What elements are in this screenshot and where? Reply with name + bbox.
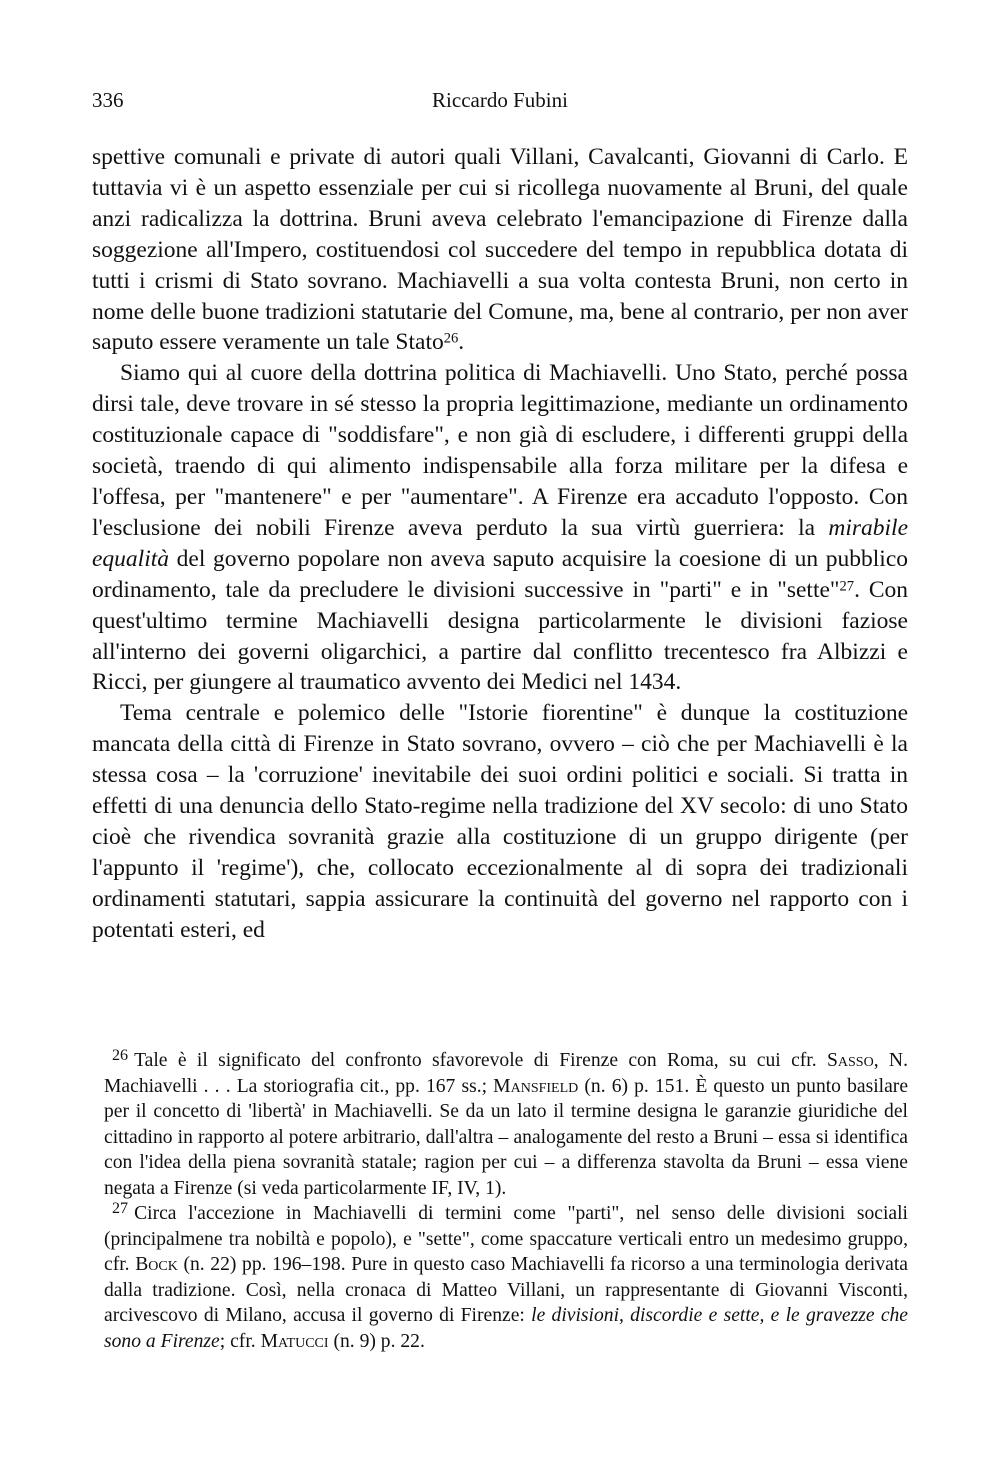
footnote-27 xyxy=(104,1201,908,1354)
footnote-text: (n. 6) p. 151. È questo un punto basilare per il concetto di 'libertà' in Machiavelli. Se da un lato il termine designa le garanzie giuridiche del cittadino in rapporto al potere arbitrario, dall'altra – analogamente del resto a Bruni – essa si identifica con l'idea della piena sovranità statale; ragion per cui – a differenza stavolta da Bruni – essa viene negata a Firenze (si veda particolarmente IF, IV, 1). xyxy=(104,1075,909,1199)
author-name: Sasso xyxy=(826,1050,874,1071)
footnote-26 xyxy=(104,1048,908,1201)
footnotes xyxy=(104,1048,908,1354)
author-name: Matucci xyxy=(260,1330,329,1352)
footnote-text: (n. 22) pp. 196–198. Pure in questo caso Machiavelli fa ricorso a una terminologia derivata dalla tradizione. Così, nella cronaca di Matteo Villani, un rappresentante di Giovanni Visconti, arcivescovo di Milano, accusa il governo di Firenze: xyxy=(104,1254,908,1326)
italic-quotation: le divisioni, discordie e sette, e le gravezze che sono a Firenze xyxy=(104,1305,909,1352)
paragraph-text: . Con quest'ultimo termine Machiavelli designa particolarmente le divisioni faziose all'interno dei governi oligarchici, a partire dal conflitto trecentesco fra Albizzi e Ricci, per giungere al traumatico avvento dei Medici nel 1434. xyxy=(92,576,908,696)
footnote-mark: 27 xyxy=(112,1200,129,1218)
page-header xyxy=(92,88,908,118)
footnote-text: , N. Machiavelli . . . La storiografia cit., pp. 167 ss.; xyxy=(104,1050,908,1097)
paragraph-text: spettive comunali e private di autori quali Villani, Cavalcanti, Giovanni di Carlo. E tuttavia vi è un aspetto essenziale per cui si ricollega nuovamente al Bruni, del quale anzi radicalizza la dottrina. Bruni aveva celebrato l'emancipazione di Firenze dalla soggezione all'Impero, costituendosi col succedere del tempo in repubblica dotata di tutti i crismi di Stato sovrano. Machiavelli a sua volta contesta Bruni, non certo in nome delle buone tradizioni statutarie del Comune, ma, bene al contrario, per non aver saputo essere veramente un tale Stato xyxy=(92,144,908,356)
footnote-text: (n. 9) p. 22. xyxy=(328,1330,425,1352)
italic-phrase: mirabile equalità xyxy=(92,514,908,572)
footnote-mark: 26 xyxy=(112,1047,129,1065)
paragraph-text: del governo popolare non aveva saputo acquisire la coesione di un pubblico ordinamento, tale da precludere le divisioni successive in "parti" e in "sette" xyxy=(92,545,908,603)
author-name: Bock xyxy=(135,1254,178,1275)
paragraph-2 xyxy=(92,358,908,698)
note-reference-26: 26 xyxy=(443,330,459,347)
paragraph-1 xyxy=(92,142,908,358)
running-head: Riccardo Fubini xyxy=(432,88,568,112)
author-name: Mansfield xyxy=(493,1075,579,1097)
footnote-text: ; cfr. xyxy=(219,1330,261,1352)
page-number: 336 xyxy=(92,88,124,112)
footnote-text: Tale è il significato del confronto sfavorevole di Firenze con Roma, su cui cfr. xyxy=(134,1050,827,1071)
note-reference-27: 27 xyxy=(839,578,855,595)
main-text xyxy=(92,142,908,946)
paragraph-3: Tema centrale e polemico delle "Istorie fiorentine" è dunque la costituzione mancata della città di Firenze in Stato sovrano, ovvero – ciò che per Machiavelli è la stessa cosa – la 'corruzione' inevitabile dei suoi ordini politici e sociali. Si tratta in effetti di una denuncia dello Stato-regime nella tradizione del XV secolo: di uno Stato cioè che rivendica sovranità grazie alla costituzione di un gruppo dirigente (per l'appunto il 'regime'), che, collocato eccezionalmente al di sopra dei tradizionali ordinamenti statutari, sappia assicurare la continuità del governo nel rapporto con i potentati esteri, ed xyxy=(92,700,908,943)
footnote-text: Circa l'accezione in Machiavelli di termini come "parti", nel senso delle divisioni sociali (principalmene tra nobiltà e popolo), e "sette", come spaccature verticali entro un medesimo gruppo, cfr. xyxy=(104,1203,908,1275)
paragraph-tail: . xyxy=(458,329,465,356)
paragraph-text: Siamo qui al cuore della dottrina politica di Machiavelli. Uno Stato, perché possa dirsi tale, deve trovare in sé stesso la propria legittimazione, mediante un ordinamento costituzionale capace di "soddisfare", e non già di escludere, i differenti gruppi della società, traendo di qui alimento indispensabile alla forza militare per la difesa e l'offesa, per "mantenere" e per "aumentare". A Firenze era accaduto l'opposto. Con l'esclusione dei nobili Firenze aveva perduto la sua virtù guerriera: la xyxy=(92,360,908,541)
